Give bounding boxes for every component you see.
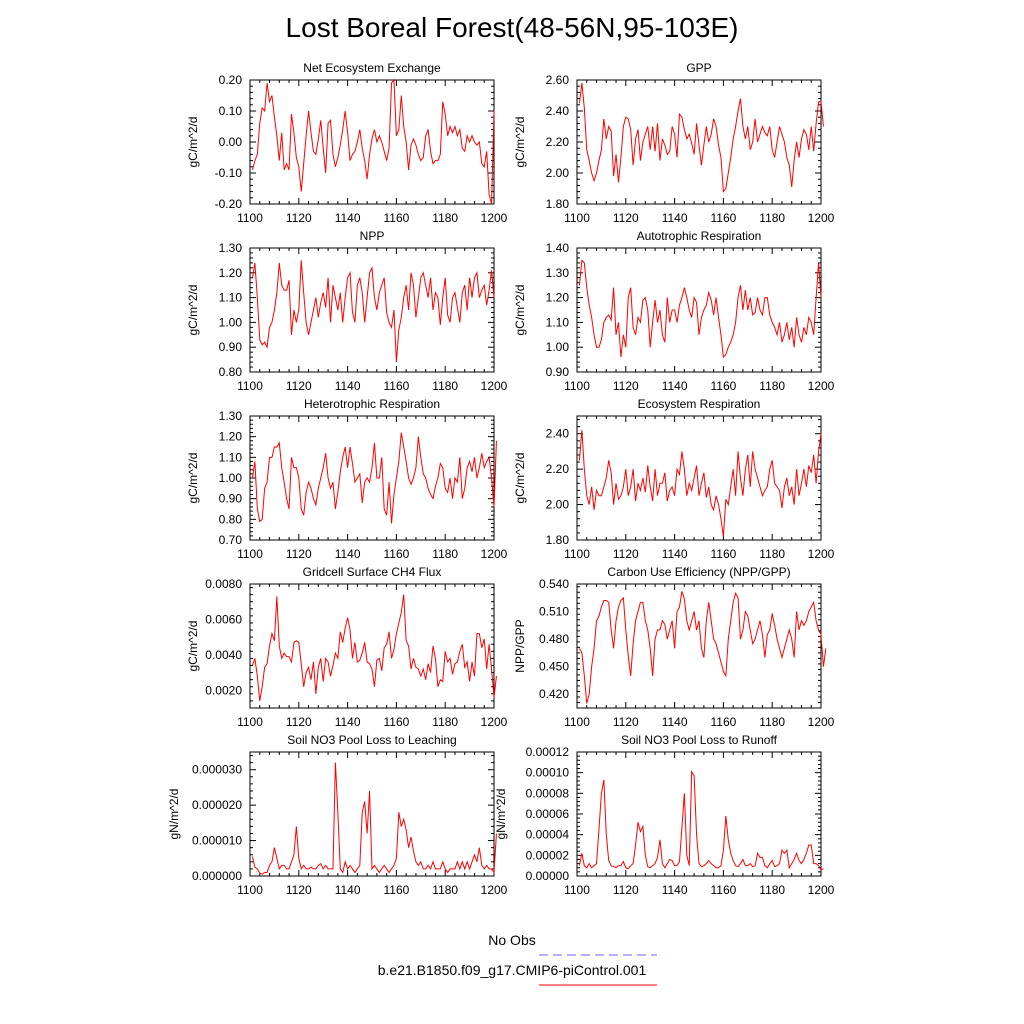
x-tick-label: 1140 [334, 547, 361, 561]
y-tick-label: 1.40 [545, 241, 569, 255]
x-tick-label: 1140 [334, 211, 361, 225]
series-line [252, 260, 494, 362]
x-tick-label: 1200 [480, 883, 508, 897]
x-tick-label: 1180 [759, 211, 786, 225]
x-tick-label: 1180 [759, 379, 786, 393]
y-tick-label: 0.0060 [205, 612, 242, 627]
x-tick-label: 1120 [612, 883, 639, 897]
y-tick-label: 2.40 [545, 104, 569, 118]
y-axis-label: gC/m^2/d [513, 452, 527, 504]
legend-label-no-obs: No Obs [488, 932, 536, 948]
plot-frame [577, 752, 821, 876]
y-tick-label: 2.60 [545, 73, 569, 87]
y-tick-label: 0.000000 [191, 869, 242, 883]
x-tick-label: 1200 [807, 715, 835, 729]
y-tick-label: 1.10 [545, 315, 569, 330]
y-tick-label: 0.450 [538, 659, 569, 674]
x-tick-label: 1100 [564, 883, 590, 897]
y-tick-label: -0.10 [214, 166, 242, 180]
y-tick-label: 1.10 [218, 290, 242, 305]
y-tick-label: 0.00012 [525, 745, 569, 759]
x-tick-label: 1140 [661, 715, 688, 729]
y-tick-label: 2.20 [545, 135, 569, 149]
series-line [252, 433, 496, 524]
x-tick-label: 1120 [285, 883, 312, 897]
panel-title: Ecosystem Respiration [637, 397, 761, 411]
y-axis-label: gC/m^2/d [513, 284, 527, 336]
y-tick-label: 0.70 [218, 533, 242, 547]
x-tick-label: 1120 [285, 547, 312, 561]
series-line [579, 772, 823, 870]
x-tick-label: 1120 [285, 715, 312, 729]
panel-title: Soil NO3 Pool Loss to Runoff [621, 733, 777, 747]
plot-frame [577, 248, 821, 372]
y-tick-label: 1.20 [218, 265, 242, 280]
plot-frame [250, 584, 494, 708]
x-tick-label: 1160 [383, 211, 410, 225]
panel-title: Heterotrophic Respiration [303, 397, 441, 411]
x-tick-label: 1160 [710, 715, 737, 729]
x-tick-label: 1180 [432, 547, 459, 561]
y-tick-label: 1.30 [218, 409, 242, 423]
y-tick-label: 0.80 [218, 365, 242, 379]
x-tick-label: 1160 [383, 547, 410, 561]
y-tick-label: 0.90 [218, 491, 242, 506]
x-tick-label: 1100 [237, 883, 263, 897]
plot-frame [577, 416, 821, 540]
x-tick-label: 1120 [612, 715, 639, 729]
x-tick-label: 1160 [710, 211, 737, 225]
y-tick-label: 0.00004 [525, 827, 569, 842]
x-tick-label: 1180 [759, 883, 786, 897]
series-line [579, 591, 825, 703]
x-tick-label: 1140 [661, 547, 688, 561]
y-tick-label: 0.0020 [205, 683, 242, 698]
x-tick-label: 1140 [334, 715, 361, 729]
y-tick-label: 0.000030 [191, 762, 242, 777]
x-tick-label: 1200 [807, 379, 835, 393]
y-tick-label: 2.20 [545, 462, 569, 477]
x-tick-label: 1100 [237, 211, 263, 225]
y-tick-label: 0.420 [538, 687, 569, 702]
y-tick-label: 1.00 [218, 315, 242, 330]
y-tick-label: 1.00 [218, 471, 242, 485]
y-tick-label: 0.540 [538, 577, 569, 591]
y-tick-label: 0.90 [218, 340, 242, 355]
series-line [252, 763, 496, 875]
y-tick-label: 0.10 [218, 104, 242, 118]
x-tick-label: 1140 [334, 379, 361, 393]
x-tick-label: 1100 [237, 715, 263, 729]
y-tick-label: 0.00006 [525, 807, 569, 821]
y-axis-label: gN/m^2/d [494, 788, 508, 840]
x-tick-label: 1160 [710, 379, 737, 393]
y-tick-label: 0.90 [545, 365, 569, 379]
y-tick-label: 1.30 [218, 241, 242, 255]
x-tick-label: 1140 [661, 379, 688, 393]
y-tick-label: 2.00 [545, 497, 569, 512]
y-axis-label: gC/m^2/d [186, 116, 200, 168]
y-tick-label: 0.20 [218, 73, 242, 87]
x-tick-label: 1180 [432, 211, 459, 225]
y-axis-label: gC/m^2/d [186, 620, 200, 672]
x-tick-label: 1120 [612, 211, 639, 225]
x-tick-label: 1200 [807, 547, 835, 561]
y-tick-label: 0.480 [538, 632, 569, 647]
y-tick-label: 0.00 [218, 135, 242, 149]
x-tick-label: 1100 [564, 211, 590, 225]
x-tick-label: 1200 [480, 715, 508, 729]
x-tick-label: 1140 [661, 211, 688, 225]
x-tick-label: 1160 [710, 547, 737, 561]
x-tick-label: 1200 [480, 379, 508, 393]
x-tick-label: 1180 [759, 715, 786, 729]
y-axis-label: gC/m^2/d [186, 452, 200, 504]
x-tick-label: 1200 [807, 211, 835, 225]
y-tick-label: 2.40 [545, 426, 569, 441]
y-tick-label: 0.000020 [191, 798, 242, 813]
panel-title: Net Ecosystem Exchange [303, 61, 441, 75]
panel-title: Gridcell Surface CH4 Flux [302, 565, 442, 579]
y-axis-label: gC/m^2/d [513, 116, 527, 168]
legend-label-model-run: b.e21.B1850.f09_g17.CMIP6-piControl.001 [377, 962, 647, 978]
x-tick-label: 1200 [480, 547, 508, 561]
x-tick-label: 1160 [383, 379, 410, 393]
x-tick-label: 1200 [480, 211, 508, 225]
x-tick-label: 1180 [759, 547, 786, 561]
y-tick-label: 1.80 [545, 533, 569, 547]
y-tick-label: 0.0040 [205, 647, 242, 662]
y-tick-label: -0.20 [214, 197, 242, 211]
y-tick-label: 0.0080 [205, 577, 242, 591]
y-axis-label: gN/m^2/d [167, 788, 181, 840]
x-tick-label: 1160 [383, 715, 410, 729]
y-tick-label: 0.00008 [525, 786, 569, 801]
y-tick-label: 2.00 [545, 166, 569, 180]
panel-title: Carbon Use Efficiency (NPP/GPP) [607, 565, 791, 579]
y-tick-label: 1.10 [218, 450, 242, 465]
series-line [252, 595, 496, 701]
y-tick-label: 0.00010 [525, 765, 569, 780]
x-tick-label: 1100 [564, 715, 590, 729]
y-tick-label: 1.20 [218, 429, 242, 444]
x-tick-label: 1100 [237, 379, 263, 393]
y-tick-label: 0.510 [538, 604, 569, 619]
figure-title: Lost Boreal Forest(48-56N,95-103E) [285, 12, 739, 43]
y-tick-label: 0.00000 [525, 869, 569, 883]
x-tick-label: 1180 [432, 379, 459, 393]
x-tick-label: 1140 [334, 883, 361, 897]
panel-title: Autotrophic Respiration [636, 229, 762, 243]
x-tick-label: 1120 [612, 379, 639, 393]
x-tick-label: 1120 [285, 379, 312, 393]
series-line [579, 83, 823, 192]
x-tick-label: 1160 [710, 883, 737, 897]
series-line [579, 260, 821, 357]
y-tick-label: 1.80 [545, 197, 569, 211]
x-tick-label: 1100 [564, 379, 590, 393]
y-axis-label: NPP/GPP [513, 619, 527, 673]
y-axis-label: gC/m^2/d [186, 284, 200, 336]
x-tick-label: 1180 [432, 883, 459, 897]
x-tick-label: 1100 [564, 547, 590, 561]
series-line [252, 80, 494, 204]
y-tick-label: 1.20 [545, 290, 569, 305]
x-tick-label: 1180 [432, 715, 459, 729]
x-tick-label: 1120 [285, 211, 312, 225]
series-line [579, 430, 821, 536]
y-tick-label: 0.00002 [525, 848, 569, 863]
x-tick-label: 1200 [807, 883, 835, 897]
x-tick-label: 1100 [237, 547, 263, 561]
x-tick-label: 1140 [661, 883, 688, 897]
x-tick-label: 1160 [383, 883, 410, 897]
panel-title: GPP [686, 61, 712, 75]
y-tick-label: 0.000010 [191, 833, 242, 848]
panel-title: NPP [359, 229, 385, 243]
x-tick-label: 1120 [612, 547, 639, 561]
panel-title: Soil NO3 Pool Loss to Leaching [287, 733, 457, 747]
y-tick-label: 1.00 [545, 340, 569, 355]
y-tick-label: 1.30 [545, 265, 569, 280]
y-tick-label: 0.80 [218, 512, 242, 527]
